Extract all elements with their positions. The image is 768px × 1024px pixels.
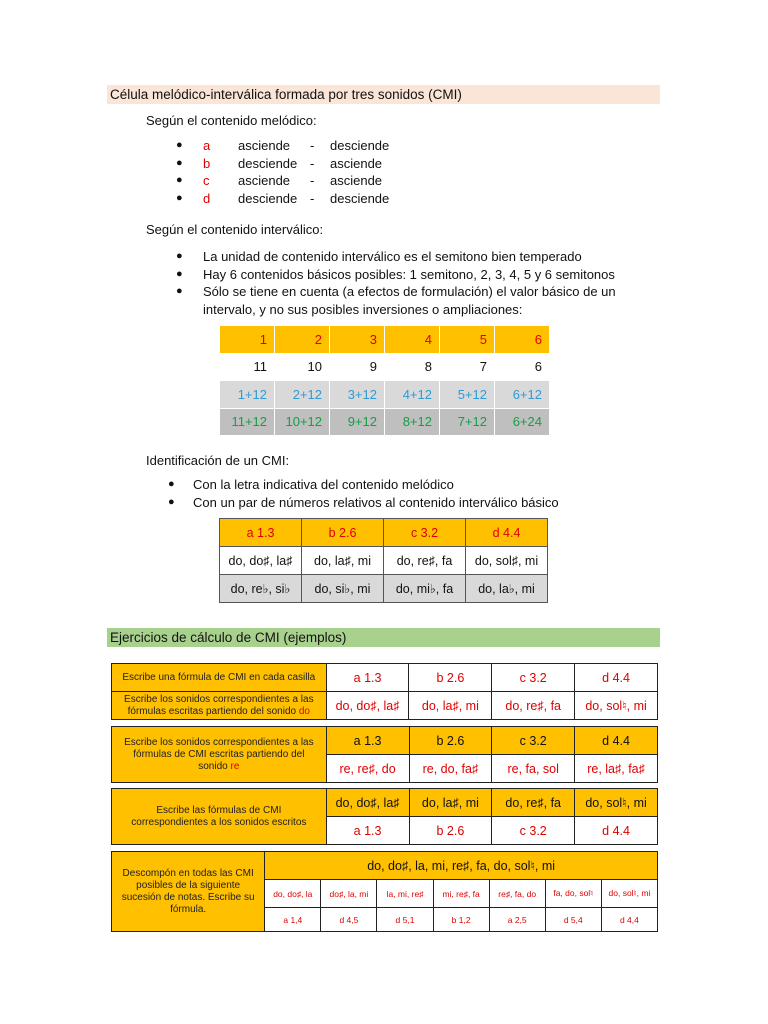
table-cell: a 1.3	[326, 727, 409, 755]
table-cell: re♯, fa, do	[489, 880, 545, 908]
table-cell: d 4.4	[575, 664, 658, 692]
table-cell: 2+12	[275, 381, 330, 409]
list-item-text: Con un par de números relativos al contenido interválico básico	[193, 494, 559, 510]
table-cell: 6+24	[495, 408, 550, 436]
table-cell: b 1,2	[433, 908, 489, 932]
table-cell: c 3.2	[492, 664, 575, 692]
table-cell: do, la♯, mi	[302, 547, 384, 575]
table-cell: d 4,5	[321, 908, 377, 932]
table-cell: fa, do, sol♮	[545, 880, 601, 908]
table-cell: 7	[440, 353, 495, 381]
table-cell: do, mi♭, fa	[384, 575, 466, 603]
bullet-icon: ●	[176, 285, 183, 297]
table-cell: 3	[330, 326, 385, 354]
list-item-text: Hay 6 contenidos básicos posibles: 1 semitono, 2, 3, 4, 5 y 6 semitonos	[203, 266, 615, 282]
interval-table	[219, 325, 550, 436]
table-cell: d 4.4	[575, 727, 658, 755]
note-name: do	[298, 705, 310, 717]
table-cell: do, re♯, fa	[492, 789, 575, 817]
melodic-first: desciende	[238, 155, 298, 171]
melodic-second: asciende	[330, 155, 383, 171]
table-cell: 4	[385, 326, 440, 354]
bullet-icon: ●	[168, 495, 175, 508]
section-title-cmi: Célula melódico-interválica formada por tres sonidos (CMI)	[107, 85, 660, 104]
table-cell: a 2,5	[489, 908, 545, 932]
table-cell: a 1.3	[326, 817, 409, 845]
table-cell: do, re♭, si♭	[220, 575, 302, 603]
table-cell: d 5,4	[545, 908, 601, 932]
melodic-first: asciende	[238, 173, 291, 188]
table-cell: re, re♯, do	[326, 755, 409, 783]
table-cell: do, do♯, la	[265, 880, 321, 908]
table-cell: do, sol♮, mi	[575, 692, 658, 720]
exercise-1-label-bottom	[112, 692, 327, 720]
exercise-1-label-top: Escribe una fórmula de CMI en cada casilla	[112, 664, 327, 692]
table-cell: 9	[330, 353, 385, 381]
label-text: Escribe los sonidos correspondientes a las fórmulas escritas partiendo del sonido	[124, 693, 314, 717]
exercise-3-label: Escribe las fórmulas de CMI correspondientes a los sonidos escritos	[112, 789, 327, 845]
table-cell: do, do♯, la♯	[220, 547, 302, 575]
table-cell: mi, re♯, fa	[433, 880, 489, 908]
exercise-2-table	[111, 726, 658, 783]
exercise-4-table	[111, 851, 658, 932]
melodic-letter: a	[203, 138, 211, 153]
melodic-second: desciende	[330, 138, 390, 153]
table-cell: d 4.4	[575, 817, 658, 845]
table-cell: d 4.4	[466, 519, 548, 547]
table-cell: b 2.6	[409, 817, 492, 845]
exercise-3-table	[111, 788, 658, 845]
table-cell: re, la♯, fa♯	[575, 755, 658, 783]
table-cell: 8+12	[385, 408, 440, 436]
bullet-icon: ●	[176, 174, 183, 186]
table-cell: 5+12	[440, 381, 495, 409]
table-cell: b 2.6	[409, 664, 492, 692]
table-cell: do, si♭, mi	[302, 575, 384, 603]
table-cell: a 1,4	[265, 908, 321, 932]
bullet-icon: ●	[176, 267, 183, 280]
melodic-letter: b	[203, 155, 211, 171]
melodic-letter: d	[203, 190, 211, 206]
section-title-exercises: Ejercicios de cálculo de CMI (ejemplos)	[107, 628, 660, 647]
table-cell: do, la♯, mi	[409, 789, 492, 817]
table-cell: la, mi, re♯	[377, 880, 433, 908]
table-cell: 2	[275, 326, 330, 354]
table-cell: do, do♯, la♯	[326, 789, 409, 817]
table-cell: c 3.2	[492, 727, 575, 755]
table-cell: 11	[220, 353, 275, 381]
table-cell: do, sol♮, mi	[575, 789, 658, 817]
table-cell: 8	[385, 353, 440, 381]
list-item-text: Sólo se tiene en cuenta (a efectos de formulación) el valor básico de un	[203, 284, 616, 299]
table-cell: b 2.6	[302, 519, 384, 547]
table-cell: 4+12	[385, 381, 440, 409]
table-cell: 6	[495, 353, 550, 381]
table-cell: 7+12	[440, 408, 495, 436]
list-item-text: intervalo, y no sus posibles inversiones o ampliaciones:	[203, 301, 523, 317]
table-cell: do, sol♮, mi	[601, 880, 657, 908]
table-cell: do, re♯, fa	[384, 547, 466, 575]
bullet-icon: ●	[176, 156, 183, 169]
exercise-1-table	[111, 663, 658, 720]
table-cell: 1+12	[220, 381, 275, 409]
table-cell: 1	[220, 326, 275, 354]
table-cell: do, do♯, la♯	[326, 692, 409, 720]
identification-heading: Identificación de un CMI:	[146, 453, 290, 468]
melodic-dash: -	[310, 190, 315, 206]
list-item-text: La unidad de contenido interválico es el semitono bien temperado	[203, 249, 582, 264]
melodic-heading: Según el contenido melódico:	[146, 113, 317, 128]
melodic-letter: c	[203, 173, 210, 188]
table-cell: do, sol♯, mi	[466, 547, 548, 575]
table-cell: a 1.3	[326, 664, 409, 692]
table-cell: do, re♯, fa	[492, 692, 575, 720]
bullet-icon: ●	[176, 191, 183, 204]
label-text: Escribe los sonidos correspondientes a las fórmulas de CMI escritas partiendo del sonido	[124, 736, 314, 772]
table-cell: 10+12	[275, 408, 330, 436]
identification-table	[219, 518, 548, 603]
table-cell: a 1.3	[220, 519, 302, 547]
melodic-dash: -	[310, 173, 315, 188]
table-cell: do, la♯, mi	[409, 692, 492, 720]
table-cell: b 2.6	[409, 727, 492, 755]
table-cell: do♯, la, mi	[321, 880, 377, 908]
table-cell: re, do, fa♯	[409, 755, 492, 783]
exercise-4-sequence: do, do♯, la, mi, re♯, fa, do, sol♮, mi	[265, 852, 658, 880]
table-cell: 6+12	[495, 381, 550, 409]
bullet-icon: ●	[176, 139, 183, 151]
table-cell: 11+12	[220, 408, 275, 436]
exercise-4-label: Descompón en todas las CMI posibles de la siguiente sucesión de notas. Escribe su fórmula.	[112, 852, 265, 932]
table-cell: d 4,4	[601, 908, 657, 932]
table-cell: 9+12	[330, 408, 385, 436]
bullet-icon: ●	[176, 250, 183, 262]
melodic-dash: -	[310, 155, 315, 171]
table-cell: 3+12	[330, 381, 385, 409]
table-cell: c 3.2	[492, 817, 575, 845]
melodic-second: desciende	[330, 190, 390, 206]
interval-heading: Según el contenido interválico:	[146, 222, 324, 237]
table-cell: 5	[440, 326, 495, 354]
table-cell: do, la♭, mi	[466, 575, 548, 603]
melodic-first: asciende	[238, 138, 291, 153]
bullet-icon: ●	[168, 478, 175, 490]
table-cell: d 5,1	[377, 908, 433, 932]
list-item-text: Con la letra indicativa del contenido melódico	[193, 477, 454, 492]
melodic-second: asciende	[330, 173, 383, 188]
exercise-2-label	[112, 727, 327, 783]
table-cell: re, fa, sol	[492, 755, 575, 783]
note-name: re	[230, 760, 240, 772]
table-cell: c 3.2	[384, 519, 466, 547]
table-cell: 10	[275, 353, 330, 381]
melodic-dash: -	[310, 138, 315, 153]
table-cell: 6	[495, 326, 550, 354]
melodic-first: desciende	[238, 190, 298, 206]
